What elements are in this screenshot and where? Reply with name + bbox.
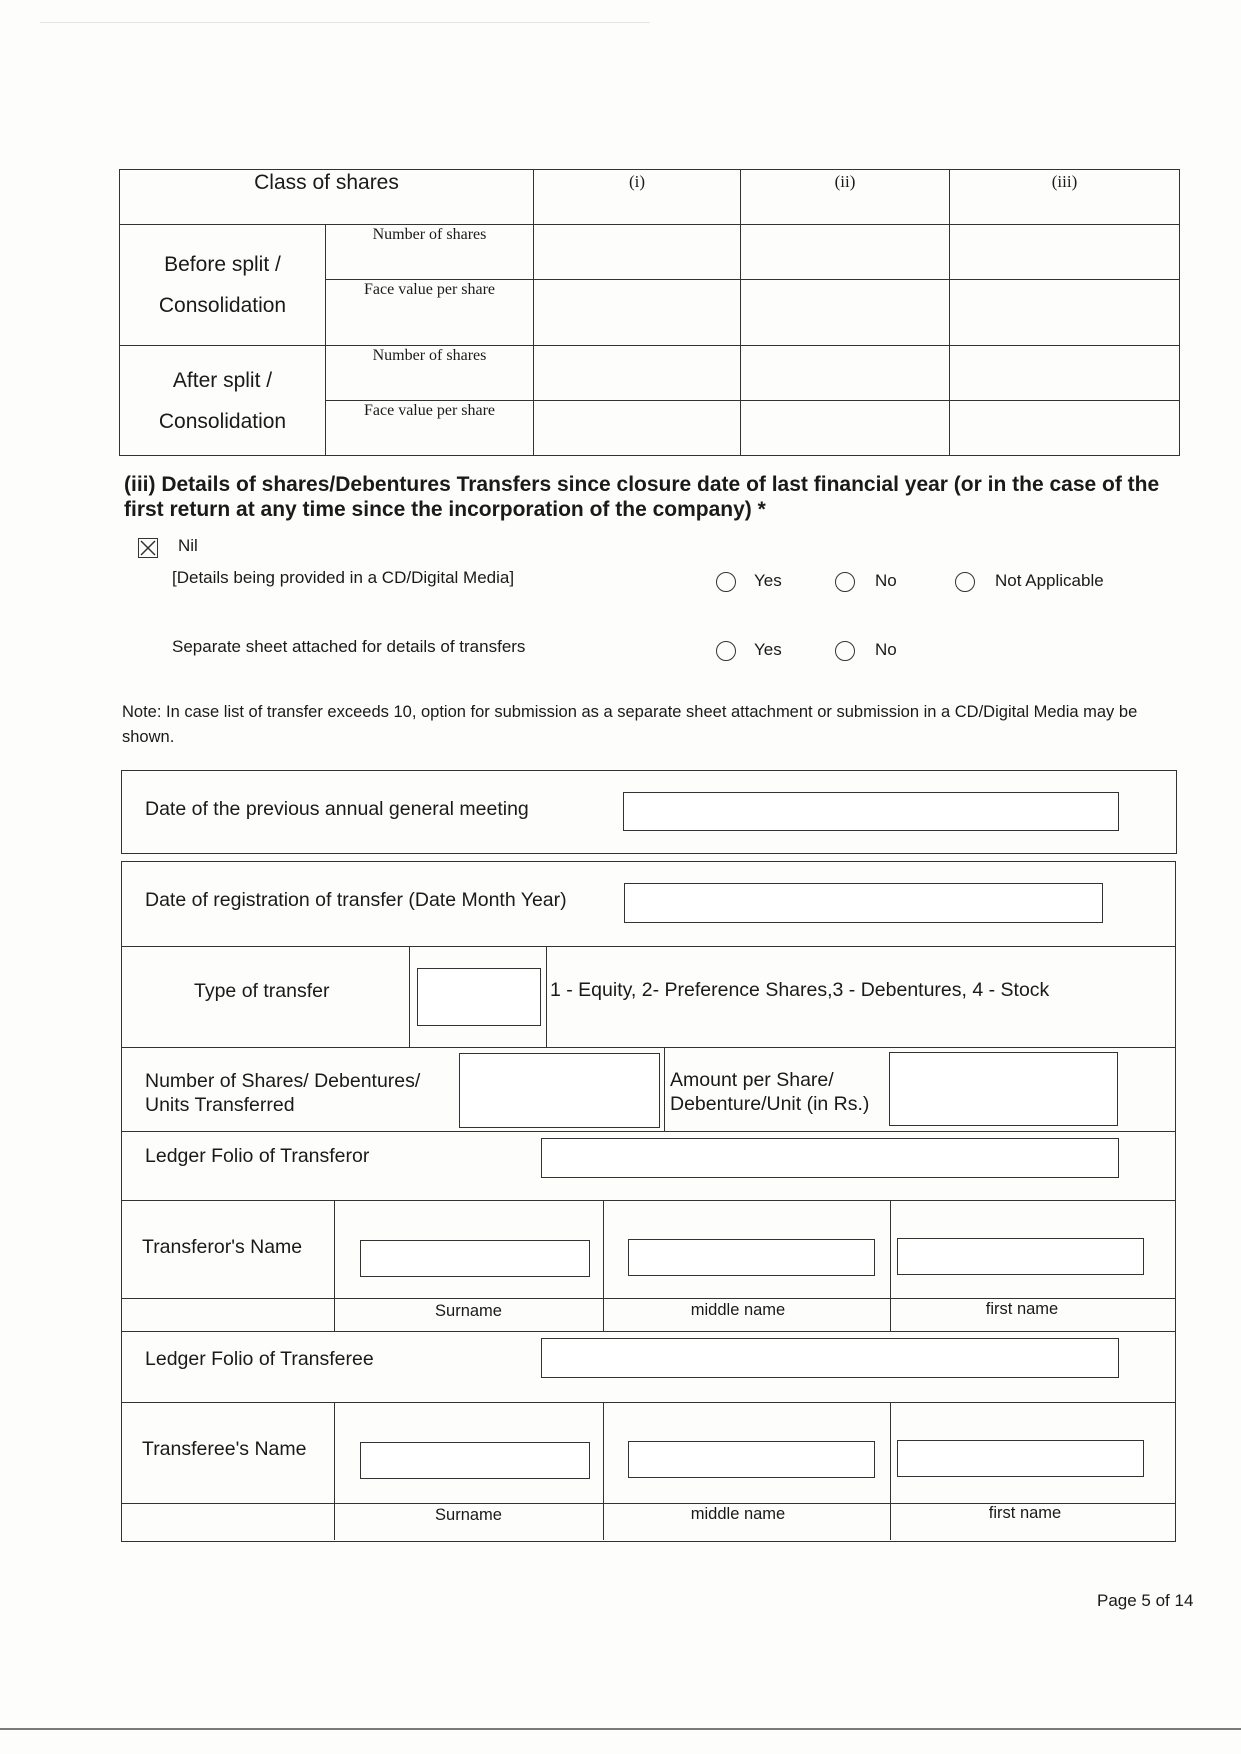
transfer-type-input[interactable] (417, 968, 541, 1026)
row-divider (121, 1331, 1176, 1332)
cd-no-radio[interactable] (835, 572, 855, 592)
transferee-folio-label: Ledger Folio of Transferee (145, 1348, 374, 1370)
after-face-cell-iii[interactable] (950, 401, 1180, 456)
agm-date-label: Date of the previous annual general meeting (145, 798, 529, 820)
row-divider (121, 1047, 1176, 1048)
class-of-shares-header: Class of shares (120, 170, 534, 225)
transferee-first-name-caption: first name (988, 1504, 1062, 1522)
transferee-surname-input[interactable] (360, 1442, 590, 1479)
before-number-cell-ii[interactable] (741, 225, 950, 280)
agm-date-input[interactable] (623, 792, 1119, 831)
before-face-cell-iii[interactable] (950, 280, 1180, 346)
transferor-name-label: Transferor's Name (142, 1236, 303, 1258)
cell-divider (664, 1047, 665, 1131)
transfer-note: Note: In case list of transfer exceeds 10, option for submission as a separate sheet attachment or submission in a CD/Digital Media may be shown. (122, 703, 1138, 746)
checkbox-cross-icon (139, 539, 157, 557)
separate-sheet-label: Separate sheet attached for details of transfers (172, 637, 526, 656)
transfer-type-label: Type of transfer (194, 980, 330, 1002)
transferor-middle-name-caption: middle name (690, 1301, 786, 1319)
column-header-i: (i) (534, 170, 741, 225)
after-number-cell-iii[interactable] (950, 346, 1180, 401)
after-split-label: After split / Consolidation (120, 346, 326, 456)
before-face-cell-i[interactable] (534, 280, 741, 346)
before-number-cell-i[interactable] (534, 225, 741, 280)
transferor-folio-input[interactable] (541, 1138, 1119, 1178)
cell-divider (409, 946, 410, 1047)
transferor-surname-input[interactable] (360, 1240, 590, 1277)
before-number-cell-iii[interactable] (950, 225, 1180, 280)
transferee-middle-name-caption: middle name (690, 1505, 786, 1523)
transfers-heading: (iii) Details of shares/Debentures Transfers since closure date of last financial year (or in the case of the first return at any time since the incorporation of the company) * (124, 473, 1160, 521)
top-rule (40, 22, 650, 23)
before-face-value-label: Face value per share (326, 280, 534, 346)
after-number-cell-ii[interactable] (741, 346, 950, 401)
after-face-value-label: Face value per share (326, 401, 534, 456)
after-number-of-shares-label: Number of shares (326, 346, 534, 401)
cd-digital-media-label: [Details being provided in a CD/Digital Media] (172, 568, 515, 587)
units-transferred-input[interactable] (459, 1053, 660, 1128)
column-header-iii: (iii) (950, 170, 1180, 225)
transferee-name-label: Transferee's Name (142, 1438, 307, 1460)
transferor-first-name-input[interactable] (897, 1238, 1144, 1275)
before-face-cell-ii[interactable] (741, 280, 950, 346)
units-transferred-label: Number of Shares/ Debentures/ Units Transferred (145, 1070, 421, 1116)
row-divider (121, 946, 1176, 947)
sheet-no-label: No (875, 640, 897, 659)
amount-per-unit-input[interactable] (889, 1052, 1118, 1126)
nil-label: Nil (178, 536, 198, 555)
transferor-surname-caption: Surname (435, 1302, 502, 1320)
registration-date-label: Date of registration of transfer (Date Month Year) (145, 889, 567, 911)
row-divider (121, 1298, 1176, 1299)
nil-checkbox[interactable] (138, 538, 158, 558)
after-number-cell-i[interactable] (534, 346, 741, 401)
sheet-no-radio[interactable] (835, 641, 855, 661)
cd-yes-label: Yes (754, 571, 782, 590)
row-divider (121, 1131, 1176, 1132)
cd-not-applicable-radio[interactable] (955, 572, 975, 592)
transfer-type-hint: 1 - Equity, 2- Preference Shares,3 - Debentures, 4 - Stock (550, 979, 1050, 1001)
row-divider (121, 1402, 1176, 1403)
column-header-ii: (ii) (741, 170, 950, 225)
sheet-yes-radio[interactable] (716, 641, 736, 661)
share-split-table (119, 169, 1180, 456)
transferor-first-name-caption: first name (985, 1300, 1059, 1318)
page-number: Page 5 of 14 (1097, 1591, 1194, 1610)
transferee-folio-input[interactable] (541, 1338, 1119, 1378)
cd-yes-radio[interactable] (716, 572, 736, 592)
transferee-surname-caption: Surname (435, 1506, 502, 1524)
transferee-middle-name-input[interactable] (628, 1441, 875, 1478)
before-number-of-shares-label: Number of shares (326, 225, 534, 280)
registration-date-input[interactable] (624, 883, 1103, 923)
amount-per-unit-label: Amount per Share/ Debenture/Unit (in Rs.) (670, 1069, 870, 1115)
transferee-first-name-input[interactable] (897, 1440, 1144, 1477)
cell-divider (546, 946, 547, 1047)
transferor-middle-name-input[interactable] (628, 1239, 875, 1276)
cd-no-label: No (875, 571, 897, 590)
row-divider (121, 1200, 1176, 1201)
sheet-yes-label: Yes (754, 640, 782, 659)
cd-not-applicable-label: Not Applicable (995, 571, 1104, 590)
after-face-cell-i[interactable] (534, 401, 741, 456)
transferor-folio-label: Ledger Folio of Transferor (145, 1145, 370, 1167)
after-face-cell-ii[interactable] (741, 401, 950, 456)
before-split-label: Before split / Consolidation (120, 225, 326, 346)
bottom-rule (0, 1728, 1241, 1730)
